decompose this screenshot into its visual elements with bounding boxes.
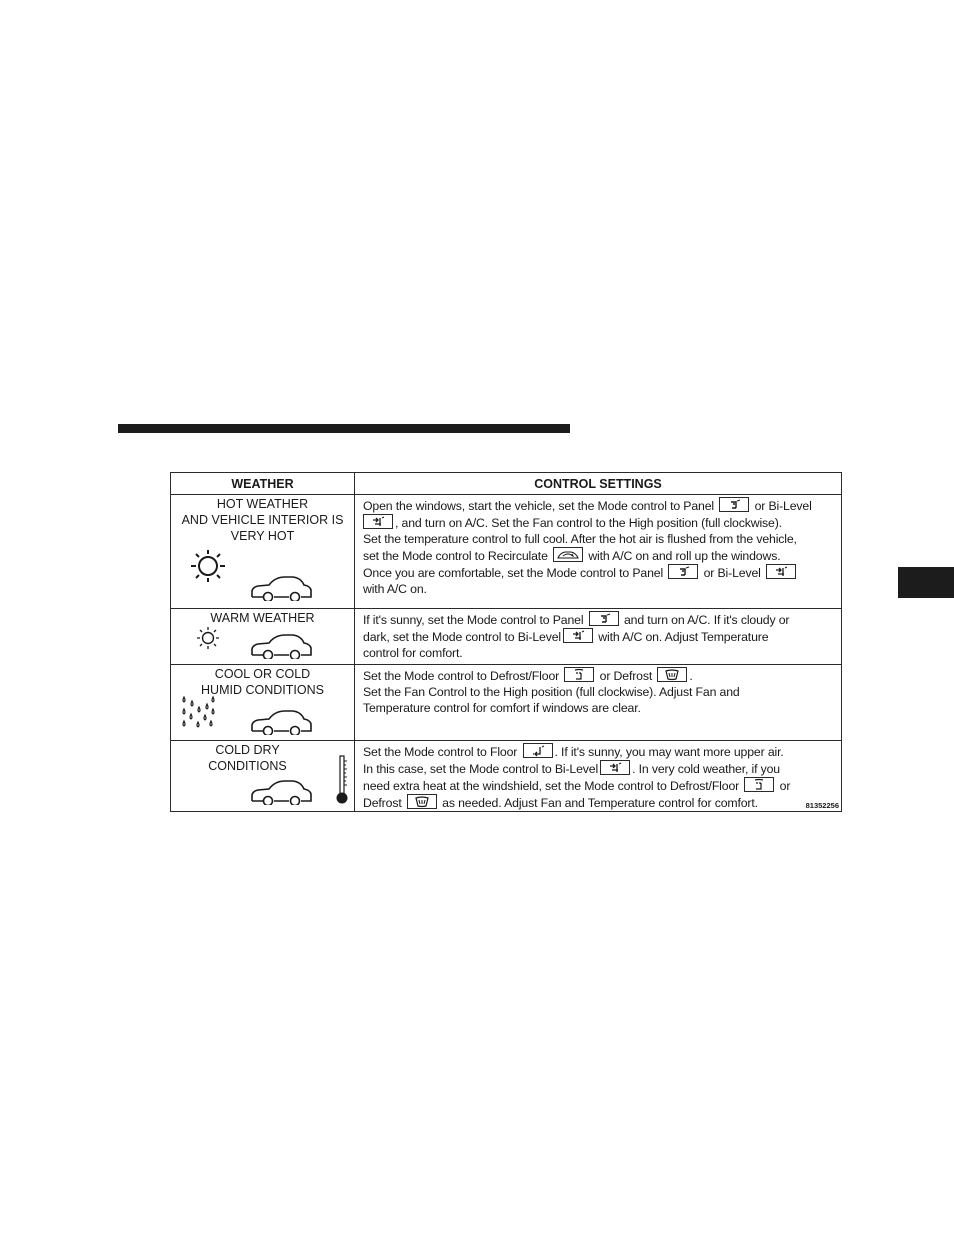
setting-line: Set the Fan Control to the High position (full clockwise). Adjust Fan and bbox=[363, 685, 740, 699]
bilevel-mode-icon bbox=[563, 628, 593, 643]
sun-icon bbox=[188, 548, 228, 584]
chapter-tab bbox=[898, 567, 954, 598]
panel-mode-icon bbox=[719, 497, 749, 512]
table-row bbox=[171, 741, 842, 812]
raindrops-icon bbox=[180, 695, 220, 733]
setting-line: Set the Mode control to Floor . If it's sunny, you may want more upper air. bbox=[363, 745, 784, 759]
weather-cell bbox=[171, 609, 355, 665]
defrost-icon bbox=[657, 667, 687, 682]
small-sun-icon bbox=[196, 626, 220, 650]
setting-line: , and turn on A/C. Set the Fan control to the High position (full clockwise). bbox=[363, 514, 841, 531]
settings-cell bbox=[355, 495, 842, 609]
defrost-icon bbox=[407, 794, 437, 809]
setting-line: set the Mode control to Recirculate with A/C on and roll up the windows. bbox=[363, 549, 781, 563]
setting-line: Set the Mode control to Defrost/Floor or Defrost . bbox=[363, 669, 693, 683]
weather-cell bbox=[171, 665, 355, 741]
setting-line: In this case, set the Mode control to Bi-Level . In very cold weather, if you bbox=[363, 762, 780, 776]
thermometer-icon bbox=[335, 755, 349, 805]
car-icon bbox=[249, 779, 313, 805]
weather-cell bbox=[171, 741, 355, 812]
table-header-row bbox=[171, 473, 842, 495]
settings-cell bbox=[355, 665, 842, 741]
section-rule bbox=[118, 424, 570, 433]
car-icon bbox=[249, 575, 313, 601]
bilevel-mode-icon bbox=[600, 760, 630, 775]
bilevel-mode-icon bbox=[363, 514, 393, 529]
setting-line: need extra heat at the windshield, set the Mode control to Defrost/Floor or bbox=[363, 779, 791, 793]
recirculate-icon bbox=[553, 547, 583, 562]
setting-line: with A/C on. bbox=[363, 582, 427, 596]
settings-header: CONTROL SETTINGS bbox=[355, 473, 842, 495]
table-row bbox=[171, 495, 842, 609]
weather-cell bbox=[171, 495, 355, 609]
defrost-floor-icon bbox=[744, 777, 774, 792]
weather-label: COOL OR COLD HUMID CONDITIONS bbox=[201, 667, 324, 697]
setting-line: control for comfort. bbox=[363, 646, 463, 660]
car-icon bbox=[249, 709, 313, 735]
settings-cell bbox=[355, 741, 842, 812]
weather-header: WEATHER bbox=[171, 473, 355, 495]
setting-line: Open the windows, start the vehicle, set the Mode control to Panel or Bi-Level bbox=[363, 499, 812, 513]
setting-line: If it's sunny, set the Mode control to Panel and turn on A/C. If it's cloudy or bbox=[363, 613, 790, 627]
panel-mode-icon bbox=[589, 611, 619, 626]
weather-label: HOT WEATHER AND VEHICLE INTERIOR IS VERY HOT bbox=[181, 497, 344, 543]
panel-mode-icon bbox=[668, 564, 698, 579]
bilevel-mode-icon bbox=[766, 564, 796, 579]
table-row bbox=[171, 609, 842, 665]
car-icon bbox=[249, 633, 313, 659]
control-settings-table bbox=[170, 472, 842, 812]
weather-label: WARM WEATHER bbox=[210, 611, 315, 625]
settings-cell bbox=[355, 609, 842, 665]
setting-line: Temperature control for comfort if windows are clear. bbox=[363, 701, 641, 715]
weather-label: COLD DRY CONDITIONS bbox=[208, 743, 287, 773]
table-row bbox=[171, 665, 842, 741]
figure-id: 81352256 bbox=[805, 801, 839, 810]
defrost-floor-icon bbox=[564, 667, 594, 682]
setting-line: Once you are comfortable, set the Mode control to Panel or Bi-Level bbox=[363, 564, 841, 581]
floor-mode-icon bbox=[523, 743, 553, 758]
setting-line: Set the temperature control to full cool. After the hot air is flushed from the vehicle, bbox=[363, 532, 797, 546]
setting-line: Defrost as needed. Adjust Fan and Temperature control for comfort. bbox=[363, 796, 758, 810]
setting-line: dark, set the Mode control to Bi-Level with A/C on. Adjust Temperature bbox=[363, 630, 769, 644]
